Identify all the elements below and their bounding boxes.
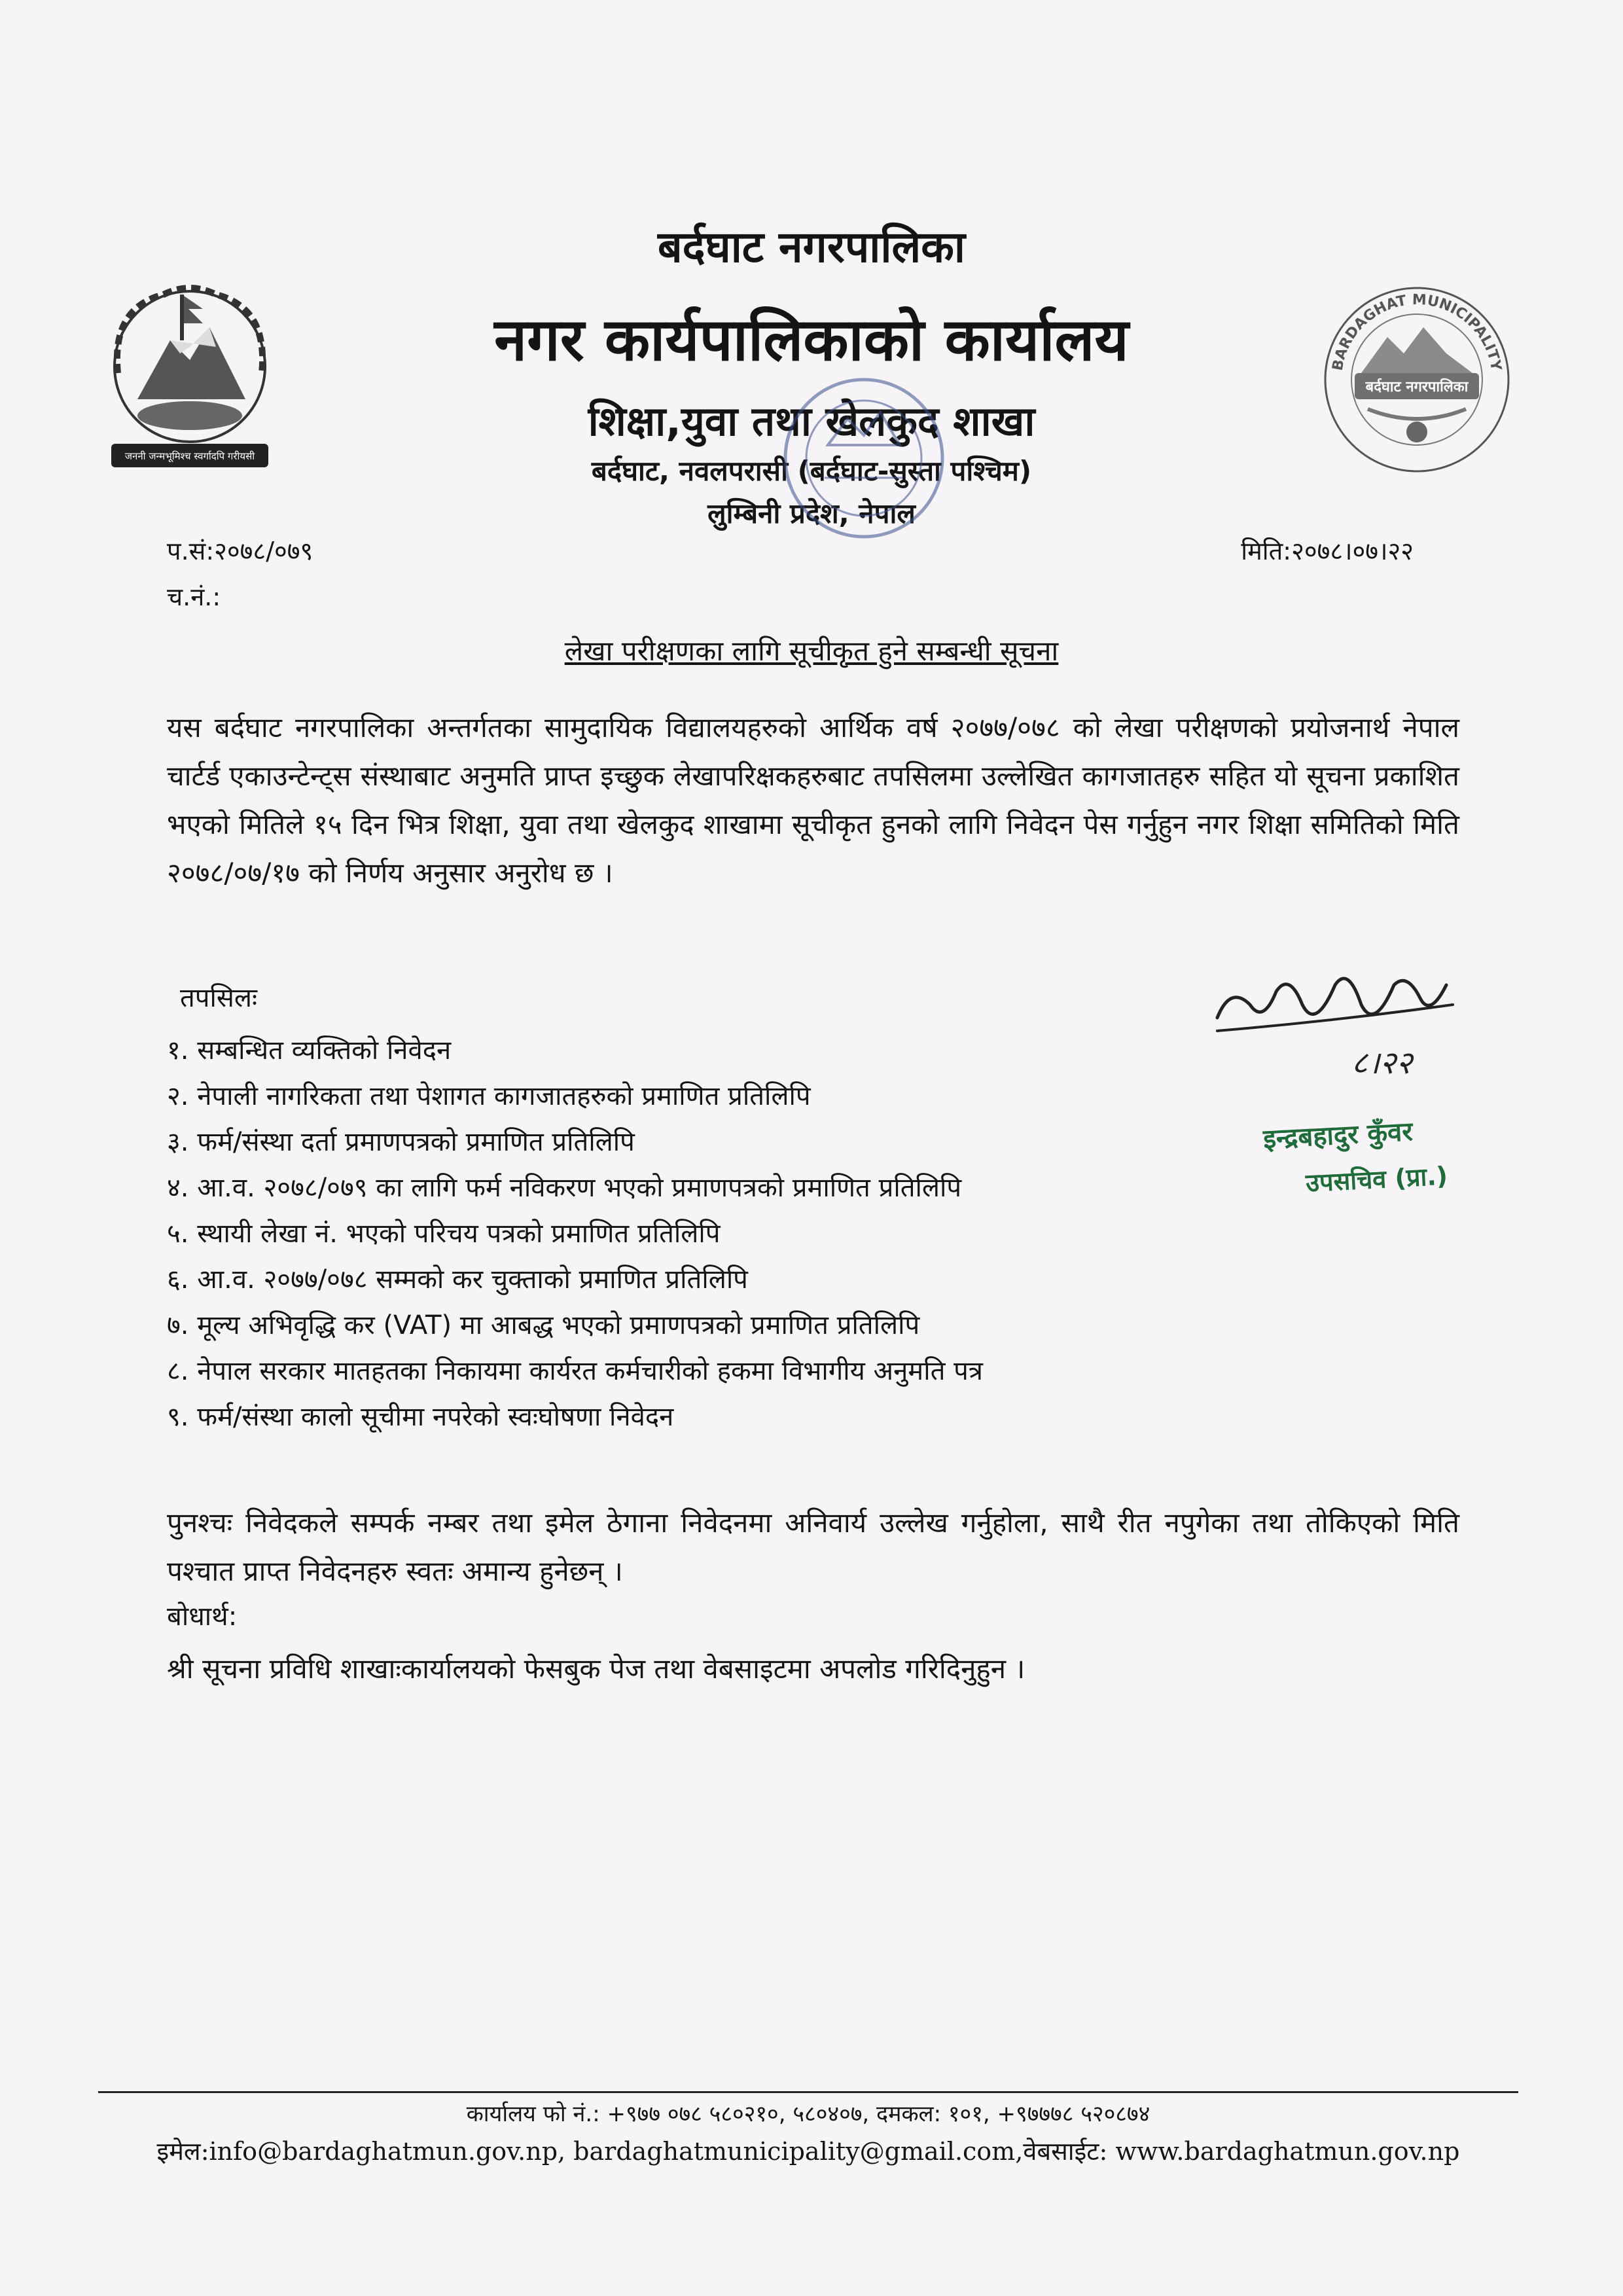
list-item: ६. आ.व. २०७७/०७८ सम्मको कर चुक्ताको प्रमाणित प्रतिलिपि — [167, 1265, 748, 1295]
dispatch-number: च.नं.: — [167, 583, 221, 611]
cc-line: श्री सूचना प्रविधि शाखाःकार्यालयको फेसबुक पेज तथा वेबसाइटमा अपलोड गरिदिनुहुन । — [167, 1653, 1026, 1685]
branch-name: शिक्षा,युवा तथा खेलकुद शाखा — [588, 397, 1035, 445]
office-name: नगर कार्यपालिकाको कार्यालय — [494, 306, 1129, 374]
office-stamp-icon — [759, 347, 969, 583]
footer-contact: इमेल:info@bardaghatmun.gov.np, bardaghatmunicipality@gmail.com,वेबसाईट: www.bardaghatmun.gov.np — [156, 2137, 1460, 2166]
letter-date: मिति:२०७८।०७।२२ — [1241, 537, 1414, 565]
emblem-caption: जननी जन्मभूमिश्च स्वर्गादपि गरीयसी — [124, 450, 255, 462]
list-item: ७. मूल्य अभिवृद्धि कर (VAT) मा आबद्ध भएको प्रमाणपत्रको प्रमाणित प्रतिलिपि — [167, 1310, 920, 1340]
address-line-2: लुम्बिनी प्रदेश, नेपाल — [707, 497, 916, 529]
logo-ring-text: BARDAGHAT MUNICIPALITY — [1329, 291, 1505, 372]
address-line-1: बर्दघाट, नवलपरासी (बर्दघाट-सुस्ता पश्चिम) — [591, 455, 1032, 487]
list-item: ५. स्थायी लेखा नं. भएको परिचय पत्रको प्रमाणित प्रतिलिपि — [167, 1219, 721, 1249]
subject-line — [164, 632, 1459, 669]
nepal-emblem-icon — [98, 268, 281, 484]
postscript-paragraph: पुनश्चः निवेदकले सम्पर्क नम्बर तथा इमेल ठेगाना निवेदनमा अनिवार्य उल्लेख गर्नुहोला, साथै रीत नपुगेका तथा तोकिएको मिति पश्चात प्राप्त निवेदनहरु स्वतः अमान्य हुनेछन् । — [167, 1507, 1459, 1587]
cc-title: बोधार्थ: — [167, 1602, 238, 1632]
footer-phone: कार्यालय फो नं.: +९७७ ०७८ ५८०२१०, ५८०४०७, दमकल: १०१, +९७७७८ ५२०८७४ — [466, 2101, 1150, 2127]
signatory-name: इन्द्रबहादुर कुँवर — [1262, 1117, 1414, 1155]
signatory-title: उपसचिव (प्रा.) — [1305, 1161, 1449, 1198]
footer-divider — [98, 2091, 1518, 2093]
list-item: ९. फर्म/संस्था कालो सूचीमा नपरेको स्वःघोषणा निवेदन — [167, 1402, 674, 1432]
annex-list — [167, 1028, 983, 1440]
list-item: ४. आ.व. २०७८/०७९ का लागि फर्म नविकरण भएको प्रमाणपत्रको प्रमाणित प्रतिलिपि — [167, 1173, 962, 1203]
signature-icon — [1204, 959, 1492, 1090]
subject-text: लेखा परीक्षणका लागि सूचीकृत हुने सम्बन्धी सूचना — [564, 635, 1059, 667]
signature-date: ८।२२ — [1351, 1045, 1413, 1081]
municipality-logo-icon — [1315, 275, 1518, 478]
list-item: १. सम्बन्धित व्यक्तिको निवेदन — [167, 1035, 452, 1066]
body-paragraph: यस बर्दघाट नगरपालिका अन्तर्गतका सामुदायिक विद्यालयहरुको आर्थिक वर्ष २०७७/०७८ को लेखा परीक्षणको प्रयोजनार्थ नेपाल चार्टर्ड एकाउन्टेन्ट्स संस्थाबाट अनुमति प्राप्त इच्छुक लेखापरिक्षकहरुबाट तपसिलमा उल्लेखित कागजातहरु सहित यो सूचना प्रकाशित भएको मितिले १५ दिन भित्र शिक्षा, युवा तथा खेलकुद शाखामा सूचीकृत हुनको लागि निवेदन पेस गर्नुहुन नगर शिक्षा समितिको मिति २०७८/०७/१७ को निर्णय अनुसार अनुरोध छ । — [167, 711, 1459, 889]
logo-text: बर्दघाट नगरपालिका — [1365, 379, 1469, 395]
annex-title: तपसिलः — [180, 983, 258, 1013]
list-item: ३. फर्म/संस्था दर्ता प्रमाणपत्रको प्रमाणित प्रतिलिपि — [167, 1127, 635, 1157]
list-item: २. नेपाली नागरिकता तथा पेशागत कागजातहरुको प्रमाणित प्रतिलिपि — [167, 1081, 811, 1111]
list-item: ८. नेपाल सरकार मातहतका निकायमा कार्यरत कर्मचारीको हकमा विभागीय अनुमति पत्र — [167, 1356, 983, 1386]
municipality-name: बर्दघाट नगरपालिका — [657, 222, 966, 272]
reference-number: प.सं:२०७८/०७९ — [167, 537, 313, 565]
